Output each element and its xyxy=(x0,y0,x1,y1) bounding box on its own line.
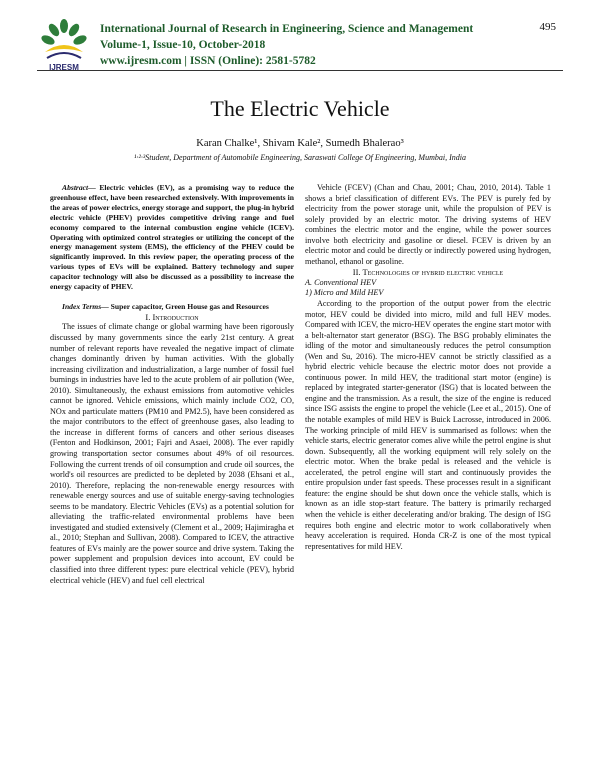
paper-authors: Karan Chalke¹, Shivam Kale², Sumedh Bhalerao³ xyxy=(196,138,404,149)
section-heading-introduction: I. Introduction xyxy=(145,311,199,322)
micro-mild-paragraph: According to the proportion of the output power from the electric motor, HEV could be divided into micro, mild and full HEV modes. Compared with ICEV, the micro-HEV operates the engine start motor with a belt-alternator start generator (BSG). The BSG probably eliminates the idling of the motor and simultaneously reduces the petrol consumption (Wen and Su, 2016). The micro-HEV cannot be strictly classified as a hybrid electric vehicle because the electric motor does not provide a continuous power. In mild HEV, the traditional start motor (engine) is replaced by integrated starter-generator (ISG) that is located between the engine and the transmission. As a result, the size of the engine is reduced since ISG assists the engine to propel the vehicle (Lee et al., 2015). One of the notable examples of mild HEV is Buick Lacrosse, introduced in 2006. The working principle of mild HEV is summarised as follows: when the vehicle starts, electric generator comes alive while the petrol engine is shut down. Subsequently, all the working equipment will rely solely on the electric motor. When the brake pedal is released and the vehicle is accelerated, the petrol engine will start and continuously provides the entire propulsion under fast speeds. These processes result in a significant feature: the engine should be shut down once the vehicle stalls, which is known as an idle stop-start feature. The battery is primarily recharged when the vehicle is either decelerating and/or braking. The design of ISG requires both engine and electric motor to work collaboratively when heavy acceleration is required. Honda CR-Z is one of the most typical representatives for mild HEV. xyxy=(305,299,551,551)
abstract-label: Abstract xyxy=(62,183,89,192)
right-column xyxy=(305,183,551,552)
header-divider xyxy=(37,70,563,71)
continuation-paragraph: Vehicle (FCEV) (Chan and Chau, 2001; Chau, 2010, 2014). Table 1 shows a brief classification of different EVs. The PEV is purely fed by electricity from the power storage unit, while the propulsion of PEV is solely provided by an electric motor. The driving systems of HEV combines the electric motor and the engine, while the power sources involve both electricity and gasoline or diesel. FCEV is driven by an electric motor and could be directly or indirectly powered using hydrogen, methanol, ethanol or gasoline. xyxy=(305,183,551,266)
index-terms-label: Index Terms xyxy=(62,301,102,311)
journal-logo xyxy=(37,18,91,68)
paper-title: The Electric Vehicle xyxy=(210,96,390,121)
left-column xyxy=(50,183,294,586)
journal-volume: Volume-1, Issue-10, October-2018 xyxy=(100,39,266,51)
subsection-heading-conventional-hev: A. Conventional HEV xyxy=(305,277,377,287)
paper-affiliation: ¹·²·³Student, Department of Automobile Engineering, Saraswati College Of Engineering, Mumbai, India xyxy=(134,153,466,162)
journal-header xyxy=(100,21,473,69)
page-number: 495 xyxy=(539,21,556,33)
journal-web-issn: www.ijresm.com | ISSN (Online): 2581-5782 xyxy=(100,55,316,67)
section-heading-technologies: II. Technologies of hybrid electric vehicle xyxy=(352,267,504,278)
introduction-paragraph: The issues of climate change or global warming have been rigorously discussed by many governments since the early 21st century. A great number of relevant reports have revealed the negative impact of climate changes dominantly driven by human activities. With the globally increasing civilization and industrialization, a large number of fossil fuel burnings in industries have led to the acute problem of air pollution (Wee, 2010). Simultaneously, the exhaust emissions from automotive vehicles cannot be ignored. Vehicle emissions, which mainly include CO2, CO, NOx and particulate matters (PM10 and PM2.5), have been considered as the major contributors to the effect of greenhouse gases, also leading to the increase in different forms of cancers and other serious diseases (Fenton and Hodkinson, 2001; Fajri and Asaei, 2008). The ever rapidly growing transportation sector consumes about 49% of oil resources. Following the current trends of oil consumption and crude oil sources, the world's oil resources are predicted to be depleted by 2038 (Ehsani et al., 2010). Therefore, replacing the non-renewable energy resources with renewable energy sources and use of suitable energy-saving technologies seems to be mandatory. Electric Vehicles (EVs) as a potential solution for alleviating the traffic-related environmental problems have been investigated and studied extensively (Clement et al., 2009; Hajimiragha et al., 2010; Stephan and Sullivan, 2008). Compared to ICEV, the attractive features of EVs mainly are the power source and drive system. Taking the power supplement and propulsion devices into account, EV could be classified into three different types: pure electrical vehicle (PEV), hybrid electrical vehicle (HEV) and fuel cell electrical xyxy=(50,322,294,585)
index-terms-text: — Super capacitor, Green House gas and Resources xyxy=(101,301,269,311)
abstract-text: — Electric vehicles (EV), as a promising way to reduce the greenhouse effect, have been researched extensively. With improvements in the areas of power electrics, energy storage and support, the plug-in hybrid electric vehicle (PHEV) provides competitive driving range and fuel economy compared to the internal combustion engine vehicle (ICEV). Operating with optimized control strategies or utilizing the concept of the energy management system (EMS), the efficiency of the PHEV could be significantly improved. In this review paper, the operating process of the various types of EVs will be explained. Battery technology and super capacitor technology will also be discussed as a possibility to increase the energy capacity of PHEV. xyxy=(50,183,294,292)
logo-text: IJRESM xyxy=(49,63,79,72)
journal-name: International Journal of Research in Engineering, Science and Management xyxy=(100,23,474,35)
subsection-heading-micro-mild-hev: 1) Micro and Mild HEV xyxy=(305,288,384,298)
index-terms xyxy=(50,302,294,312)
abstract xyxy=(50,183,294,292)
